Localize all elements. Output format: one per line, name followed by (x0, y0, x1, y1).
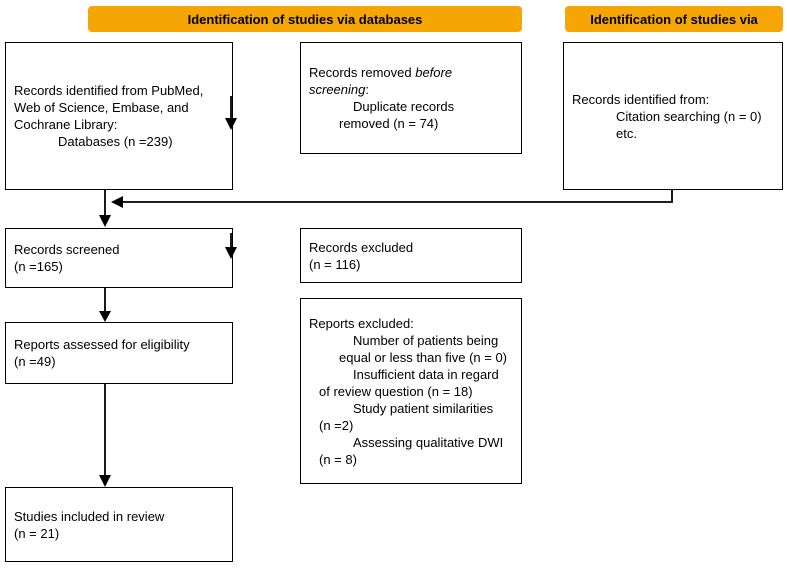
text-line: Reports excluded: (309, 315, 414, 331)
text-line: Cochrane Library: (14, 117, 118, 132)
text-line: (n =2) (319, 417, 354, 433)
arrow-other-merge-line (123, 190, 672, 202)
text-line (309, 81, 513, 98)
text-line: equal or less than five (n = 0) (339, 349, 508, 365)
box-records-excluded (300, 228, 522, 283)
banner-identification-other: Identification of studies via (565, 6, 783, 32)
text-segment: : (365, 82, 369, 97)
text-line: etc. (616, 125, 637, 141)
text-line: Studies included in review (14, 508, 165, 524)
text-segment: Records removed (309, 65, 416, 80)
text-line: (n =49) (14, 354, 56, 369)
text-line: Number of patients being (353, 332, 499, 348)
box-reports-assessed (5, 322, 233, 384)
box-records-removed (300, 42, 522, 154)
text-line: Duplicate records (353, 99, 455, 114)
text-line: (n =165) (14, 259, 63, 274)
text-line: Citation searching (n = 0) (616, 108, 762, 124)
arrow-screened-to-assessed-head (99, 311, 111, 322)
text-line: of review question (n = 18) (319, 383, 473, 399)
text-segment-italic: before (415, 65, 453, 80)
text-line: Records identified from: (572, 91, 710, 107)
box-reports-excluded (300, 298, 522, 484)
box-records-identified-databases (5, 42, 233, 190)
text-line: Records excluded (309, 239, 414, 255)
text-line: Web of Science, Embase, and (14, 100, 189, 115)
text-line: Records screened (14, 242, 120, 257)
text-line: Databases (n =239) (58, 134, 173, 149)
text-line: removed (n = 74) (339, 116, 439, 131)
text-line: Records identified from PubMed, (14, 83, 204, 98)
box-records-identified-other (563, 42, 783, 190)
text-line: Insufficient data in regard (353, 366, 499, 382)
text-line: (n = 21) (14, 525, 60, 541)
banner-identification-databases: Identification of studies via databases (88, 6, 522, 32)
text-line: Assessing qualitative DWI (353, 434, 504, 450)
text-segment-italic: screening (309, 82, 366, 97)
box-records-screened (5, 228, 233, 288)
arrow-other-merge-head (111, 196, 123, 208)
text-line (309, 64, 513, 81)
arrow-identified-to-screened-head (99, 215, 111, 227)
text-line: (n = 8) (319, 451, 357, 467)
text-line: Study patient similarities (353, 400, 494, 416)
text-line: Reports assessed for eligibility (14, 337, 190, 352)
text-line: (n = 116) (309, 256, 361, 272)
box-studies-included (5, 487, 233, 562)
arrow-assessed-to-included-head (99, 475, 111, 487)
